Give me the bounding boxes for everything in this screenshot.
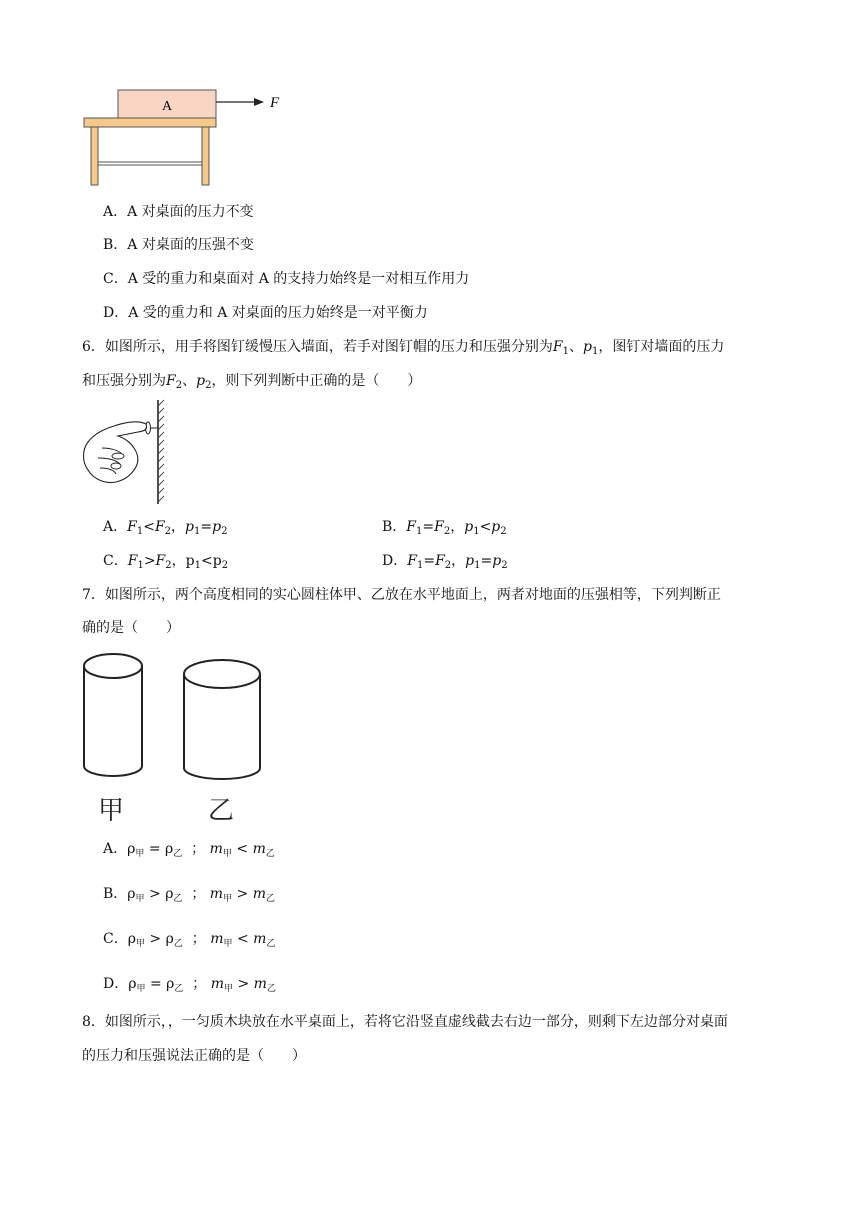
q6-option-c: C．$F_1>F_2$，$p_1<p_2$ [103, 553, 229, 571]
block-label: A [161, 99, 173, 114]
q8-stem-line2: 的压力和压强说法正确的是（ ） [82, 1048, 306, 1064]
q7-option-a: A．$\rho_甲 = \rho_乙$ ； $m_甲 < m_乙$ [103, 841, 275, 859]
q6-option-a: A．$F_1<F_2$，$p_1=p_2$ [103, 519, 228, 537]
thumbtack-figure [78, 396, 170, 508]
cylinders-figure [80, 648, 270, 788]
q5-option-d: D．A 受的重力和 A 对桌面的压力始终是一对平衡力 [103, 305, 428, 321]
q6-option-d: D．$F_1=F_2$，$p_1=p_2$ [382, 553, 508, 571]
q7-stem-line1: 7．如图所示，两个高度相同的实心圆柱体甲、乙放在水平地面上，两者对地面的压强相等，下列判断正 [82, 587, 721, 603]
q6-stem-line1: 6．如图所示，用手将图钉缓慢压入墙面，若手对图钉帽的压力和压强分别为$F_1$、$p_1$，图钉对墙面的压力 [82, 339, 725, 357]
q5-option-b: B．A 对桌面的压强不变 [103, 237, 254, 253]
q8-stem-line1: 8．如图所示，，一匀质木块放在水平桌面上，若将它沿竖直虚线截去右边一部分，则剩下左边部分对桌面 [82, 1014, 728, 1030]
q6-stem-line2: 和压强分别为$F_2$、$p_2$，则下列判断中正确的是（ ） [82, 373, 422, 391]
q7-option-d: D．$\rho_甲 = \rho_乙$ ； $m_甲 > m_乙$ [103, 976, 276, 994]
q7-option-c: C．$\rho_甲 > \rho_乙$ ； $m_甲 < m_乙$ [103, 931, 276, 949]
q6-option-b: B．$F_1=F_2$，$p_1<p_2$ [382, 519, 507, 537]
force-label: F [270, 95, 280, 111]
cylinder-label-yi: 乙 [208, 796, 235, 826]
table-block-figure [80, 86, 290, 190]
q7-stem-line2: 确的是（ ） [82, 620, 180, 636]
cylinder-label-jia: 甲 [98, 796, 125, 826]
q5-option-c: C．A 受的重力和桌面对 A 的支持力始终是一对相互作用力 [103, 271, 470, 287]
q7-option-b: B．$\rho_甲 > \rho_乙$ ； $m_甲 > m_乙$ [103, 886, 276, 904]
q5-option-a: A．A 对桌面的压力不变 [103, 204, 254, 220]
